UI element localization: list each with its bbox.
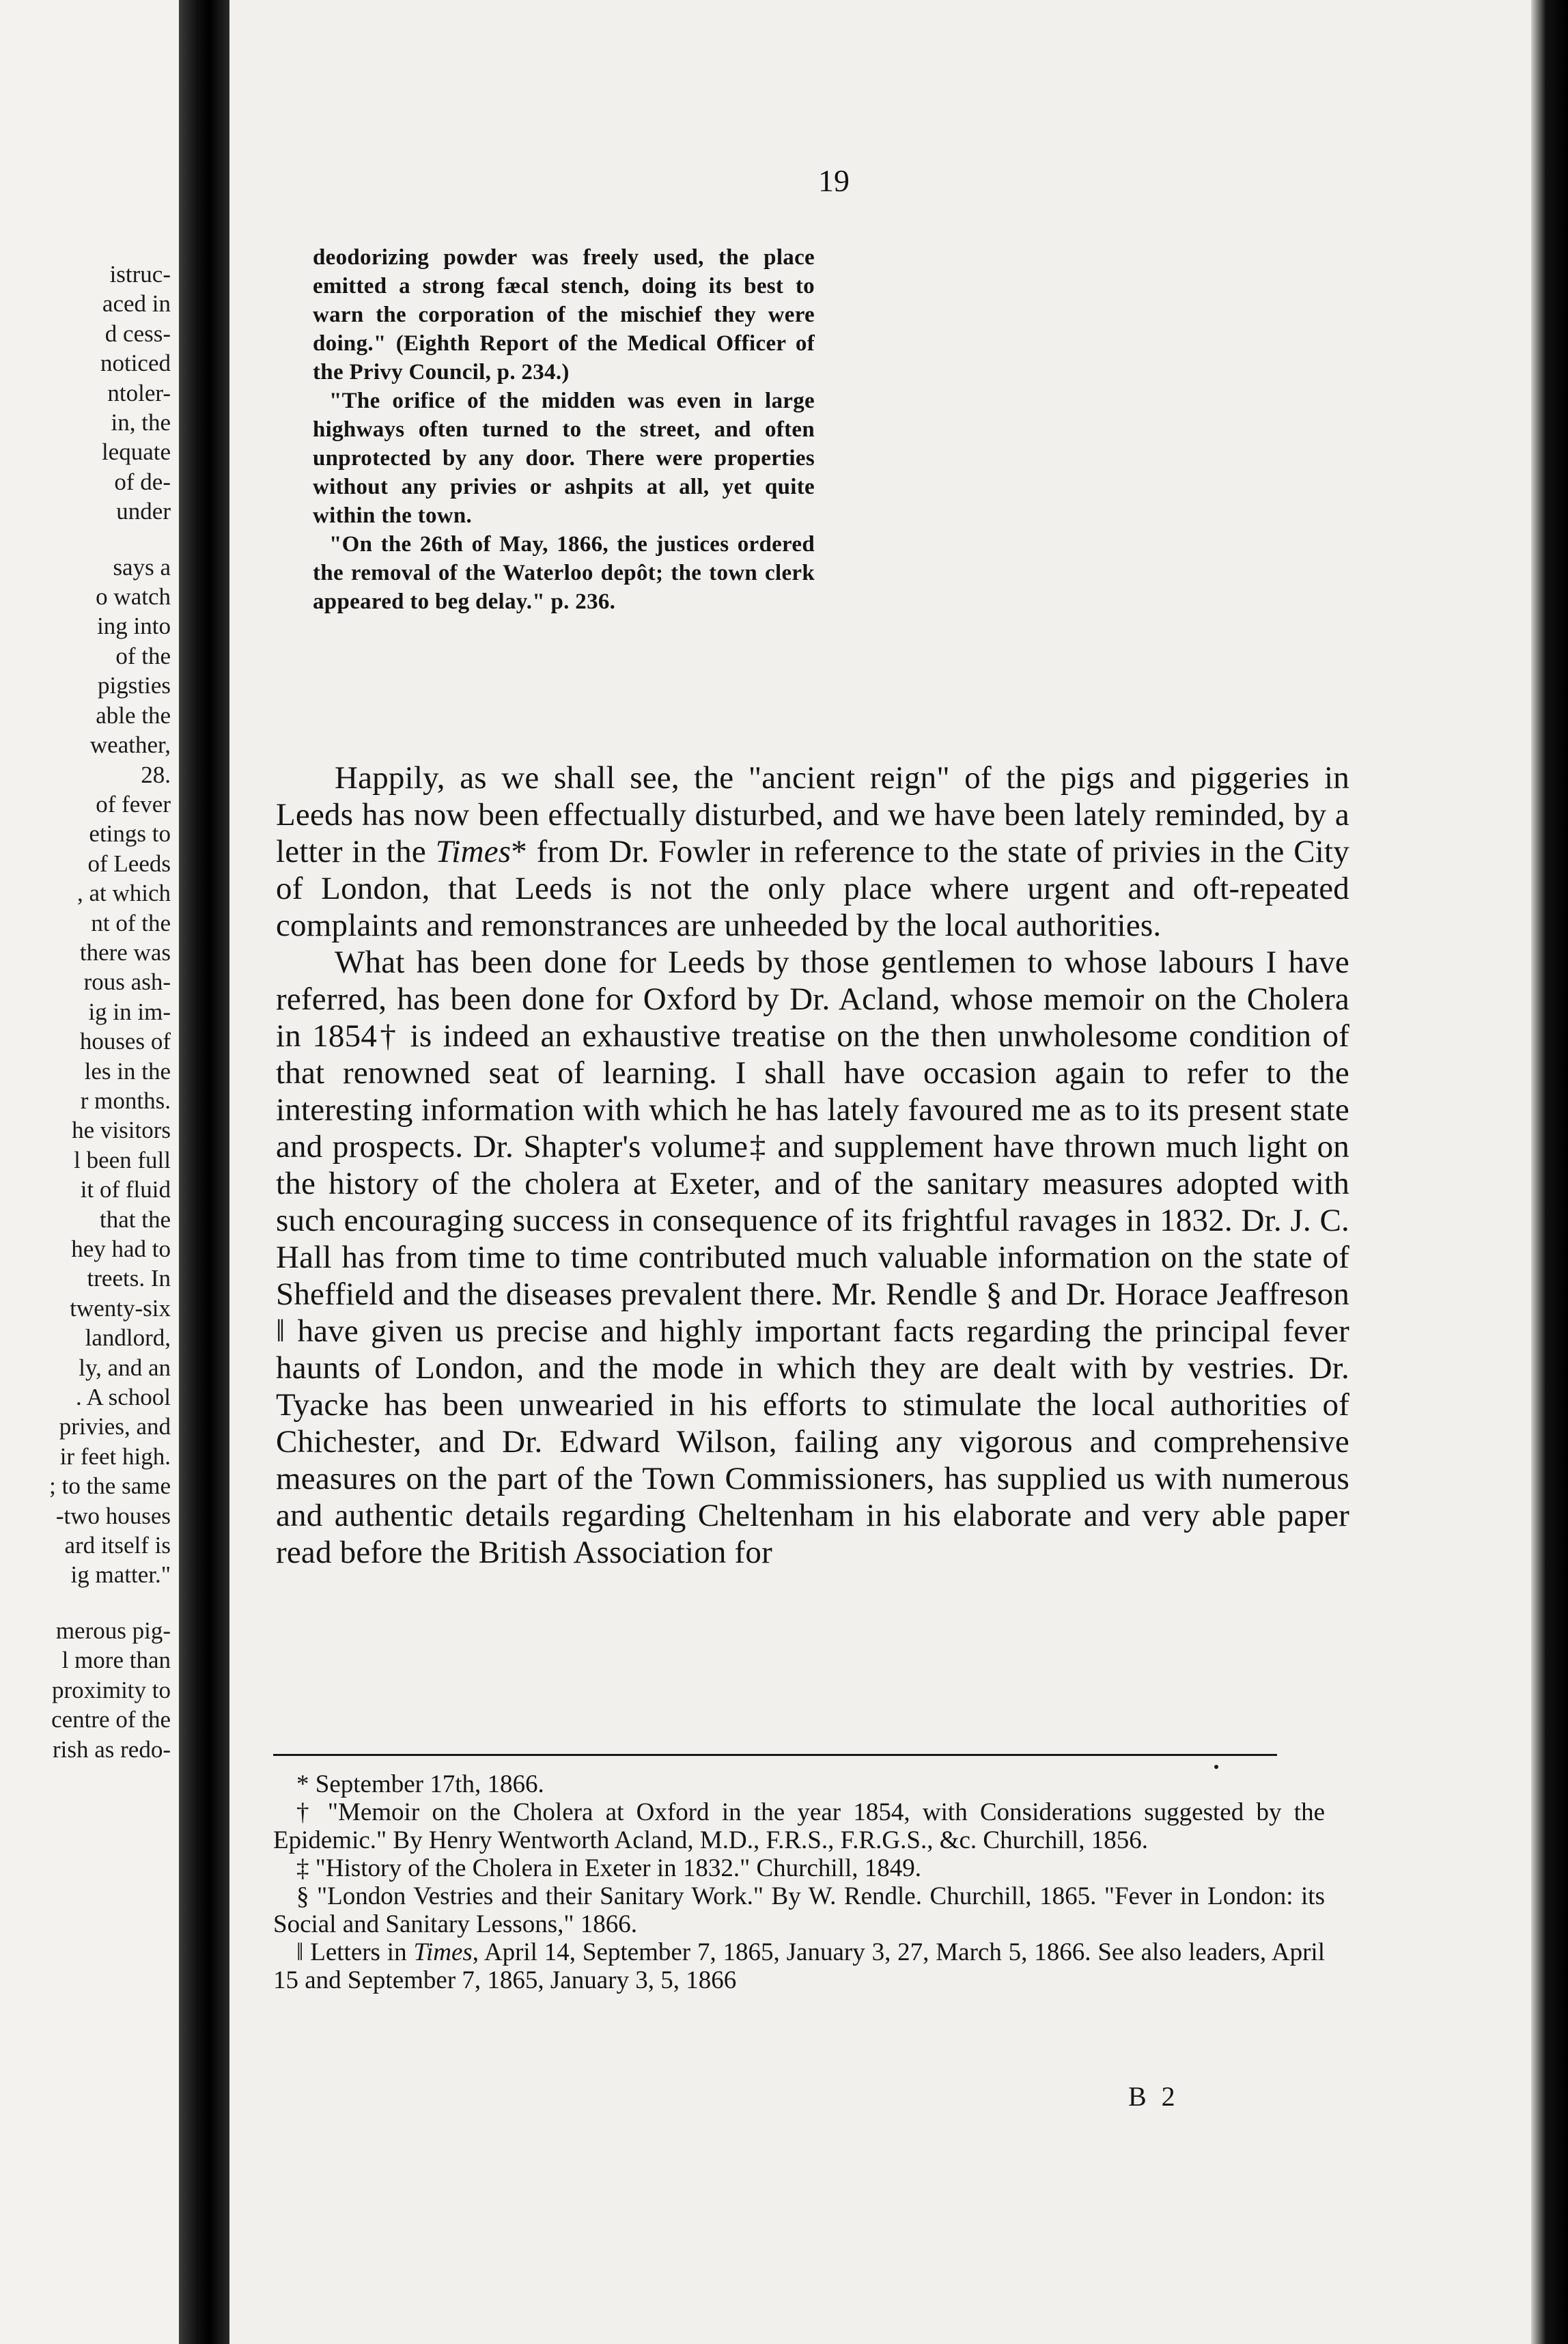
previous-page-line: of de- [114,468,171,495]
previous-page-line: ig in im- [88,998,171,1025]
body-text-run: * from Dr. Fowler in reference to the state of privies in the City of London, that Leeds is not the only place where urgent and oft-repeated complaints and remonstrances are unheeded by the local authorities. [276,834,1349,943]
right-page-edge [1531,0,1568,2344]
footnote-text: * September 17th, 1866. [296,1770,544,1798]
body-text [276,759,1349,1571]
previous-page-line: . A school [75,1384,171,1411]
footnote-text: ‡ "History of the Cholera in Exeter in 1832." Churchill, 1849. [296,1854,921,1882]
footnote-rule [273,1754,1277,1756]
previous-page-line: aced in [102,290,171,318]
previous-page-text-fragments [0,260,171,1764]
previous-page-line: that the [100,1205,171,1233]
previous-page-line: weather, [89,731,171,759]
book-gutter [179,0,229,2344]
previous-page-line: lequate [101,438,171,466]
printing-speck [1214,1765,1218,1769]
previous-page-line: pigsties [98,672,171,699]
footnotes [273,1770,1325,1994]
previous-page-line: o watch [96,583,171,611]
body-text-run: What has been done for Leeds by those gentlemen to whose labours I have referred, has been done for Oxford by Dr. Acland, whose memoir on the Cholera in 1854† is indeed an exhaustive treatise on the then unwholesome condition of that renowned seat of learning. I shall have occasion again to refer to the interesting information with which he has lately favoured me as to its present state and prospects. Dr. Shapter's volume‡ and supplement have thrown much light on the history of the cholera at Exeter, and of the sanitary measures adopted with such encouraging success in consequence of its frightful ravages in 1832. Dr. J. C. Hall has from time to time contributed much valuable information on the state of Sheffield and the diseases prevalent there. Mr. Rendle § and Dr. Horace Jeaffreson ‖ have given us precise and highly important facts regarding the principal fever haunts of London, and the mode in which they are dealt with by vestries. Dr. Tyacke has been unwearied in his efforts to stimulate the local authorities of Chichester, and Dr. Edward Wilson, failing any vigorous and comprehensive measures on the part of the Town Commissioners, has supplied us with numerous and authentic details regarding Cheltenham in his elaborate and very able paper read before the British Association for [276,945,1349,1570]
previous-page-line: proximity to [51,1676,171,1703]
previous-page-line: rous ash- [83,968,171,996]
previous-page-line: ly, and an [79,1354,171,1381]
quote-paragraph: deodorizing powder was freely used, the place emitted a strong fæcal stench, doing its best to warn the corporation of the mischief they were doing." (Eighth Report of the Medical Officer of the Privy Council, p. 234.) [313,245,815,385]
previous-page-line: says a [113,553,171,581]
quoted-passage [313,243,815,616]
previous-page-line: 28. [141,761,171,788]
previous-page-line: istruc- [109,261,171,288]
previous-page-line: there was [79,938,171,966]
previous-page-line: twenty-six [70,1294,171,1322]
previous-page-line: etings to [89,820,171,848]
quote-paragraph: "The orifice of the midden was even in large highways often turned to the street, and often unprotected by any door. There were properties without any privies or ashpits at all, yet quite within the town. [313,389,815,528]
fragment-gap [0,527,171,553]
page-number: 19 [818,163,850,198]
previous-page-line: he visitors [72,1117,171,1144]
previous-page-line: ; to the same [49,1473,171,1500]
previous-page-line: r months. [80,1087,171,1114]
italic-run: Times [413,1938,473,1966]
previous-page-line: it of fluid [80,1176,171,1203]
previous-page-line: privies, and [59,1413,171,1440]
previous-page-line: ing into [97,613,171,640]
previous-page-line: rish as redo- [52,1735,171,1763]
previous-page-line: hey had to [71,1236,171,1262]
previous-page-line: landlord, [85,1324,171,1352]
previous-page-line: -two houses [55,1502,171,1529]
footnote [273,1882,1325,1938]
previous-page-line: l been full [74,1146,171,1173]
previous-page-line: , at which [76,880,171,907]
previous-page-line: of Leeds [87,850,171,877]
previous-page-line: able the [96,701,171,729]
footnote [273,1938,1325,1994]
footnote [273,1770,1325,1798]
body-paragraph [276,944,1349,1571]
footnote [273,1798,1325,1854]
previous-page-line: noticed [100,350,171,377]
previous-page-line: ig matter." [70,1561,171,1589]
previous-page-line: ard itself is [64,1532,171,1559]
signature-mark: B 2 [1128,2081,1179,2112]
footnote-text: ‖ Letters in [296,1938,414,1966]
previous-page-line: nt of the [91,909,171,936]
previous-page-line: treets. In [87,1265,171,1292]
quote-paragraph: "On the 26th of May, 1866, the justices ordered the removal of the Waterloo depôt; the town clerk appeared to beg delay." p. 236. [313,532,815,614]
previous-page-line: ntoler- [107,379,171,406]
previous-page-line: l more than [61,1647,171,1674]
footnote [273,1854,1325,1882]
previous-page-line: merous pig- [55,1617,171,1644]
body-text-run: Happily, as we shall see, the "ancient reign" of the pigs and piggeries in Leeds has now been effectually disturbed, and we have been lately reminded, by a letter in the [276,760,1349,869]
previous-page-line: under [116,498,171,525]
previous-page-line: in, the [111,409,171,436]
previous-page-line: les in the [84,1057,171,1085]
footnote-text: , April 14, September 7, 1865, January 3, 27, March 5, 1866. See also leaders, April 15 and September 7, 1865, January 3, 5, 1866 [273,1938,1325,1994]
previous-page-line: centre of the [51,1706,171,1733]
previous-page-line: ir feet high. [59,1442,171,1470]
previous-page-line: of the [115,642,171,669]
body-paragraph [276,759,1349,944]
footnote-text: § "London Vestries and their Sanitary Work." By W. Rendle. Churchill, 1865. "Fever in London: its Social and Sanitary Lessons," 1866. [273,1882,1325,1938]
previous-page-line: houses of [79,1028,171,1055]
previous-page-line: of fever [96,790,171,818]
fragment-gap [0,1590,171,1616]
italic-run: Times [435,834,512,869]
previous-page-line: d cess- [104,320,171,347]
footnote-text: † "Memoir on the Cholera at Oxford in the year 1854, with Considerations suggested by the Epidemic." By Henry Wentworth Acland, M.D., F.R.S., F.R.G.S., &c. Churchill, 1856. [273,1798,1325,1854]
